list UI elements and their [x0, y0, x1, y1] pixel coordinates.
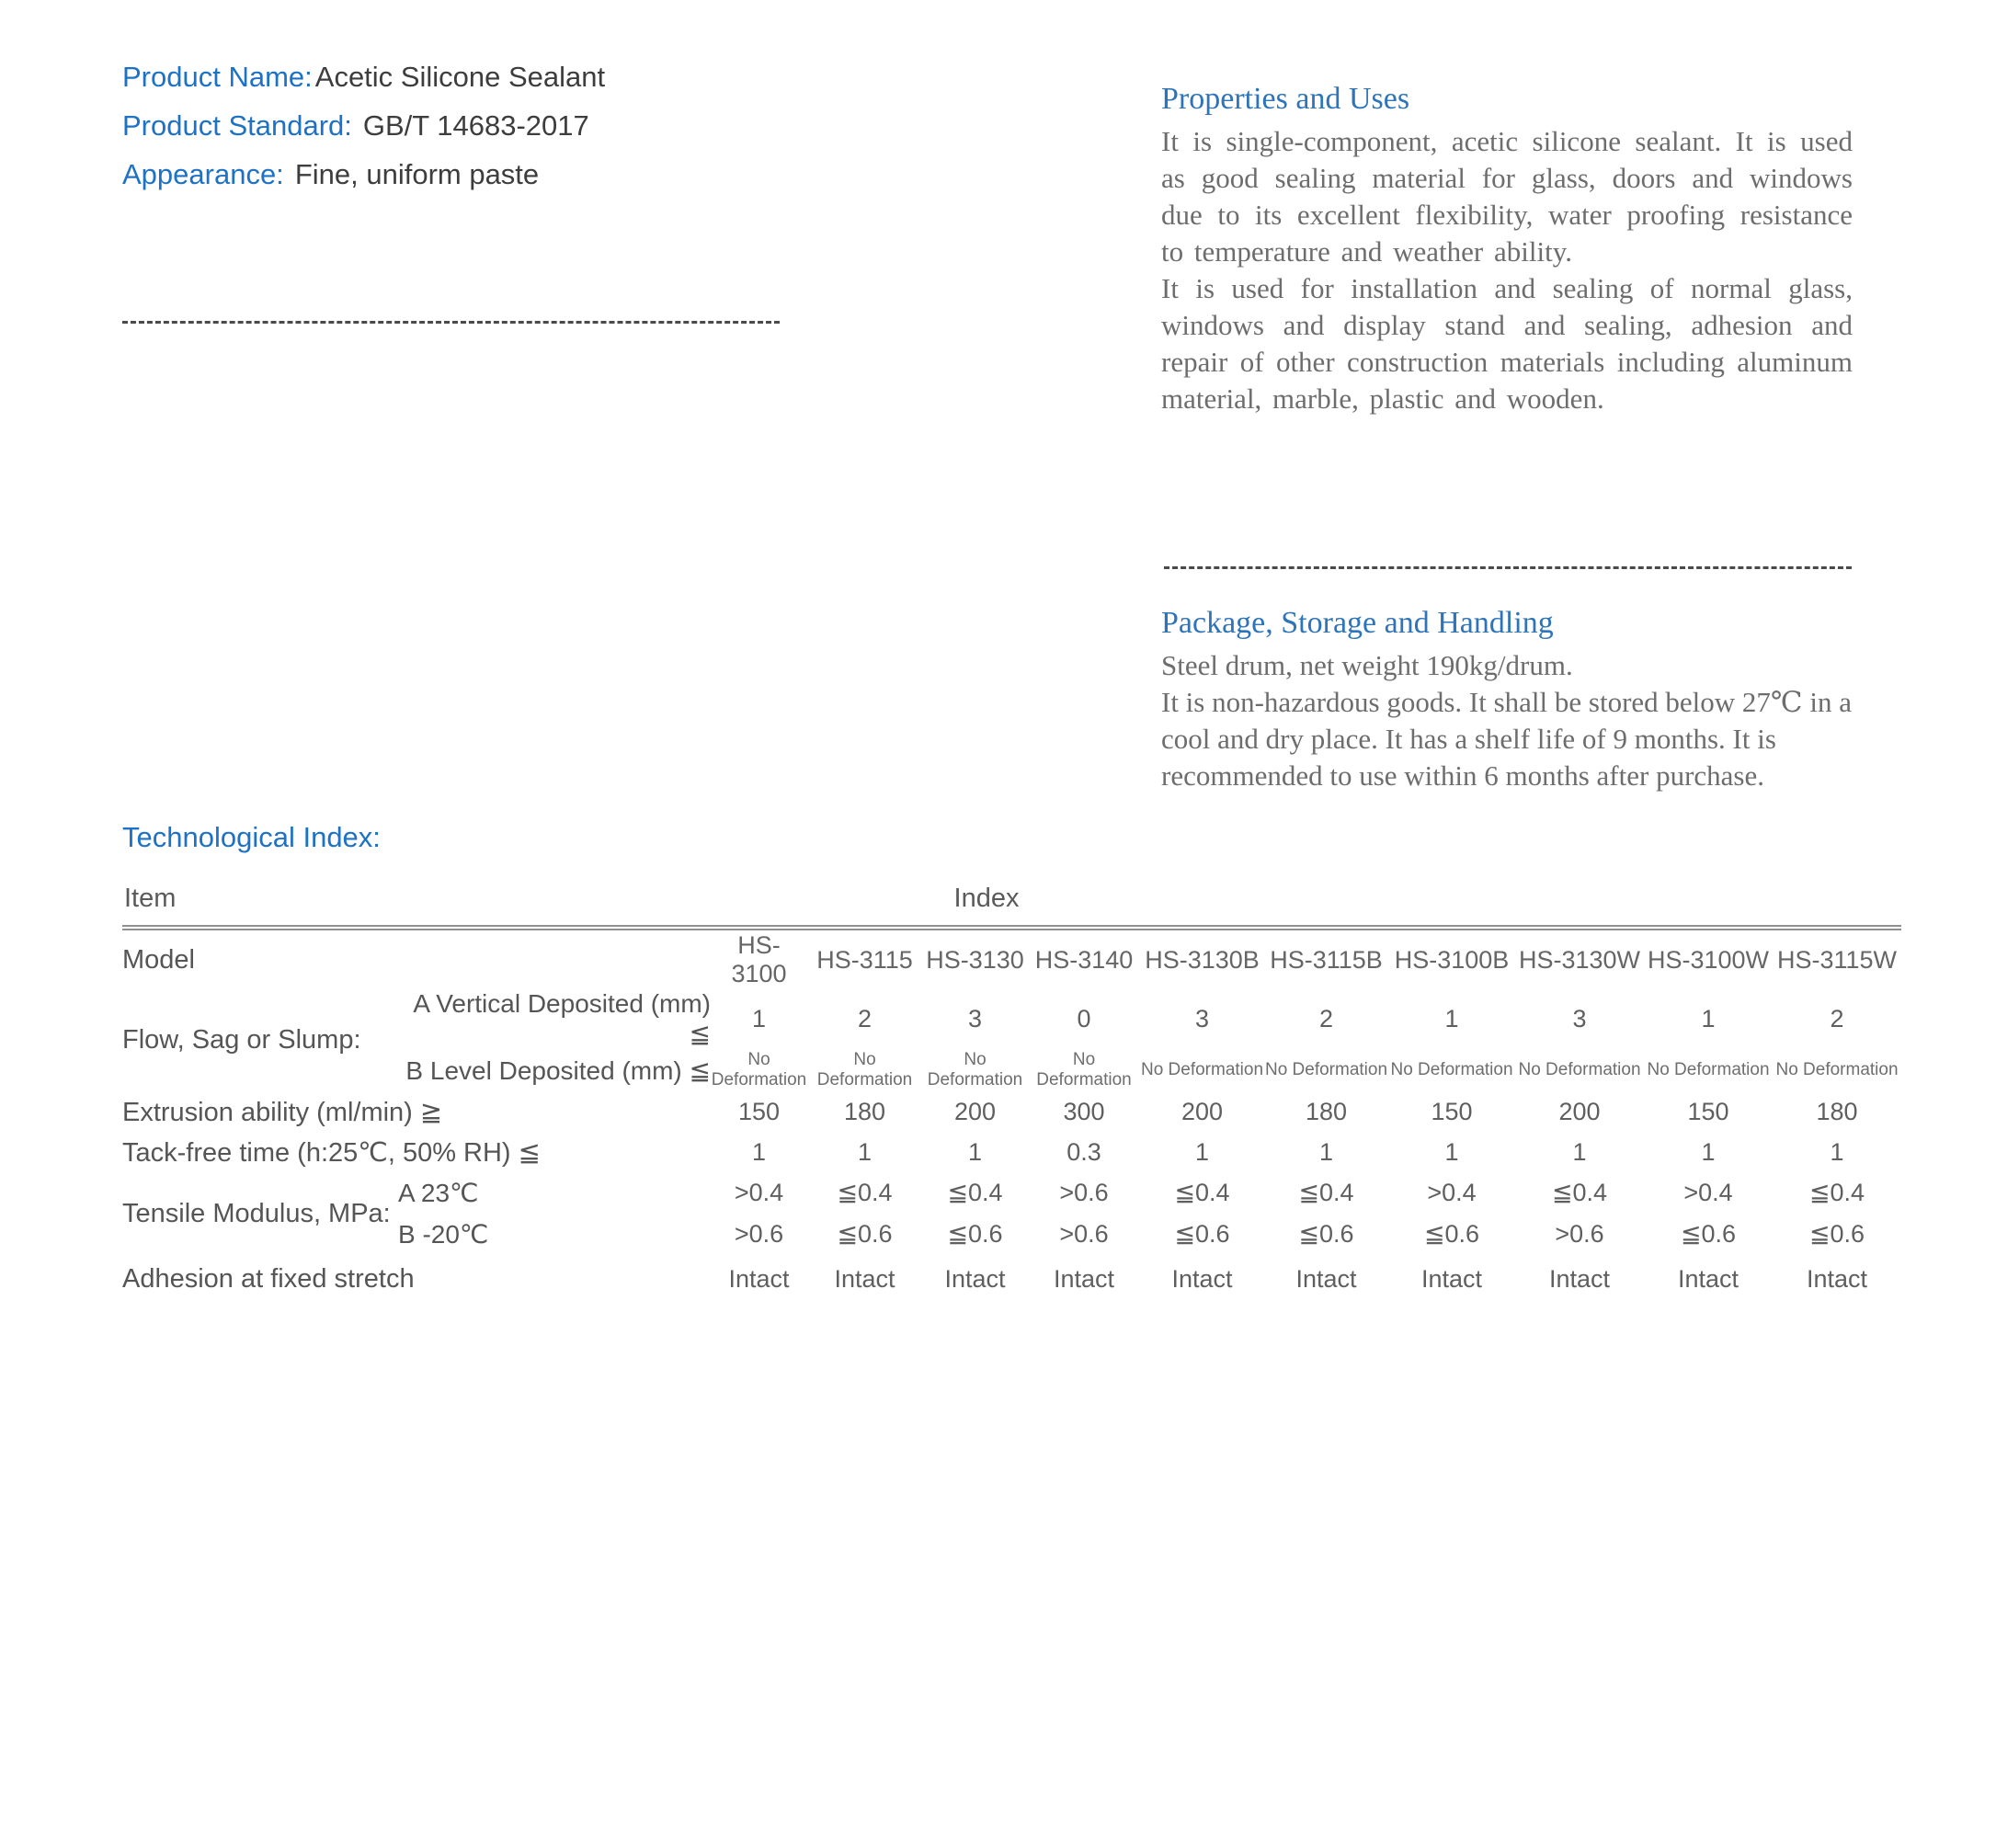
tech-index-table — [122, 870, 1901, 1303]
table-cell: ≦0.6 — [1298, 1219, 1354, 1248]
model-name: HS-3130W — [1518, 945, 1641, 974]
product-standard-label: Product Standard: — [122, 109, 352, 142]
table-cell: 200 — [1180, 1097, 1224, 1125]
table-cell: 180 — [1816, 1097, 1858, 1125]
tack-free-row — [122, 1132, 1901, 1172]
table-cell: ≦0.6 — [1680, 1219, 1737, 1248]
table-cell: ≦0.6 — [837, 1219, 893, 1248]
table-cell: Intact — [944, 1264, 1006, 1293]
table-cell: 0.3 — [1066, 1137, 1101, 1166]
table-cell: >0.4 — [1427, 1178, 1477, 1206]
table-cell: No Deformation — [816, 1050, 913, 1089]
table-cell: 150 — [1687, 1097, 1729, 1125]
table-cell: ≦0.4 — [1298, 1178, 1354, 1206]
model-name: HS-3100B — [1394, 945, 1510, 974]
table-cell: 2 — [1830, 1005, 1844, 1032]
index-header: Index — [953, 884, 1020, 913]
package-storage-title: Package, Storage and Handling — [1161, 606, 1554, 640]
tensile-23c-row — [122, 1172, 1901, 1213]
table-cell: 150 — [1431, 1097, 1473, 1125]
product-standard-value: GB/T 14683-2017 — [362, 109, 589, 142]
table-cell: No Deformation — [711, 1050, 807, 1089]
table-cell: Intact — [1295, 1264, 1357, 1293]
table-cell: Intact — [1053, 1264, 1115, 1293]
table-cell: 1 — [1701, 1005, 1716, 1032]
package-paragraph-2: It is non-hazardous goods. It shall be stored below 27℃ in a cool and dry place. It has a shelf life of 9 months. It is recommended to use within 6 months after purchase. — [1161, 686, 1852, 792]
model-name: HS-3115W — [1776, 945, 1898, 974]
properties-paragraph-1: It is single-component, acetic silicone sealant. It is used as good sealing material for glass, doors and windows due to its excellent flexibility, water proofing resistance to temperature and weather ability. — [1161, 125, 1853, 268]
flow-slump-label: Flow, Sag or Slump: — [122, 1025, 361, 1055]
table-cell: 1 — [1444, 1005, 1459, 1032]
table-cell: 200 — [1558, 1097, 1601, 1125]
appearance-label: Appearance: — [122, 158, 284, 190]
table-cell: 2 — [857, 1005, 873, 1032]
item-header: Item — [124, 884, 177, 913]
table-cell: No Deformation — [1140, 1060, 1264, 1079]
table-cell: 1 — [1572, 1137, 1587, 1166]
table-cell: 3 — [967, 1005, 983, 1032]
package-paragraph-1: Steel drum, net weight 190kg/drum. — [1161, 649, 1573, 681]
extrusion-label: Extrusion ability (ml/min) ≧ — [122, 1097, 443, 1127]
table-cell: >0.6 — [1059, 1219, 1109, 1248]
model-name: HS-3115B — [1270, 945, 1383, 974]
adhesion-label: Adhesion at fixed stretch — [122, 1263, 415, 1294]
table-cell: 1 — [751, 1137, 767, 1166]
table-cell: 150 — [737, 1097, 781, 1125]
table-cell: 180 — [843, 1097, 886, 1125]
table-cell: ≦0.6 — [947, 1219, 1003, 1248]
table-cell: 3 — [1194, 1005, 1210, 1032]
tensile-modulus-label: Tensile Modulus, MPa: — [122, 1198, 391, 1228]
properties-paragraph-2: It is used for installation and sealing of normal glass, windows and display stand and sealing, adhesion and repair of other construction materials including aluminum material, marble, plastic and wooden. — [1161, 272, 1853, 415]
model-name: HS-3130 — [926, 945, 1024, 974]
model-name: HS-3100 — [731, 931, 787, 987]
table-cell: >0.4 — [734, 1178, 784, 1206]
table-cell: ≦0.4 — [837, 1178, 893, 1206]
table-cell: ≦0.4 — [947, 1178, 1003, 1206]
appearance-value: Fine, uniform paste — [294, 158, 540, 190]
table-cell: 200 — [953, 1097, 997, 1125]
model-name: HS-3140 — [1034, 945, 1134, 974]
table-cell: ≦0.6 — [1423, 1219, 1480, 1248]
product-name-value: Acetic Silicone Sealant — [314, 61, 606, 93]
table-cell: 1 — [1318, 1137, 1334, 1166]
table-cell: Intact — [728, 1264, 790, 1293]
table-cell: 1 — [1701, 1137, 1716, 1166]
tack-free-label: Tack-free time (h:25℃, 50% RH) ≦ — [122, 1137, 541, 1168]
table-cell: 180 — [1305, 1097, 1348, 1125]
table-cell: No Deformation — [1518, 1060, 1641, 1079]
table-cell: 3 — [1572, 1005, 1587, 1032]
table-cell: No Deformation — [1264, 1060, 1388, 1079]
product-standard-row — [122, 101, 605, 150]
package-storage-section — [1161, 605, 1853, 794]
table-cell: No Deformation — [1390, 1060, 1513, 1079]
table-cell: ≦0.4 — [1551, 1178, 1608, 1206]
table-cell: Intact — [1806, 1264, 1868, 1293]
table-cell: 2 — [1318, 1005, 1334, 1032]
table-cell: 1 — [1830, 1137, 1844, 1166]
table-cell: ≦0.6 — [1174, 1219, 1230, 1248]
table-cell: No Deformation — [1775, 1060, 1899, 1079]
model-name: HS-3100W — [1647, 945, 1770, 974]
properties-and-uses-title: Properties and Uses — [1161, 82, 1410, 116]
tech-index-title: Technological Index: — [122, 821, 381, 853]
table-cell: >0.6 — [734, 1219, 784, 1248]
table-cell: 0 — [1077, 1005, 1091, 1032]
table-cell: 1 — [751, 1005, 767, 1032]
right-dashed-divider — [1164, 566, 1852, 569]
table-cell: No Deformation — [927, 1050, 1023, 1089]
flow-level-label: B Level Deposited (mm) ≦ — [405, 1055, 711, 1085]
flow-vertical-row — [122, 989, 1901, 1049]
product-info — [122, 52, 605, 199]
appearance-row — [122, 150, 605, 199]
product-name-label: Product Name: — [122, 61, 313, 93]
left-dashed-divider — [122, 321, 780, 324]
table-cell: >0.4 — [1683, 1178, 1733, 1206]
model-label: Model — [122, 944, 195, 975]
table-cell: 300 — [1063, 1097, 1105, 1125]
properties-and-uses-section — [1161, 81, 1853, 417]
table-cell: 1 — [967, 1137, 983, 1166]
tensile-minus20c-label: B -20℃ — [398, 1219, 489, 1249]
table-cell: ≦0.6 — [1808, 1219, 1865, 1248]
table-cell: Intact — [1171, 1264, 1233, 1293]
table-cell: No Deformation — [1036, 1050, 1132, 1089]
table-cell: 1 — [1194, 1137, 1210, 1166]
table-cell: Intact — [834, 1264, 895, 1293]
model-name: HS-3130B — [1145, 945, 1260, 974]
product-name-row — [122, 52, 605, 101]
table-cell: >0.6 — [1059, 1178, 1109, 1206]
adhesion-row — [122, 1255, 1901, 1303]
table-cell: No Deformation — [1647, 1060, 1770, 1079]
model-name: HS-3115 — [816, 945, 913, 974]
table-cell: ≦0.4 — [1808, 1178, 1865, 1206]
tensile-23c-label: A 23℃ — [398, 1178, 479, 1207]
table-cell: 1 — [857, 1137, 873, 1166]
table-cell: Intact — [1548, 1264, 1611, 1293]
table-header-row — [122, 870, 1901, 928]
model-row — [122, 928, 1901, 989]
table-cell: ≦0.4 — [1174, 1178, 1230, 1206]
table-cell: 1 — [1444, 1137, 1459, 1166]
flow-vertical-label: A Vertical Deposited (mm) ≦ — [413, 989, 711, 1048]
table-cell: >0.6 — [1555, 1219, 1604, 1248]
table-cell: Intact — [1677, 1264, 1739, 1293]
table-cell: Intact — [1420, 1264, 1483, 1293]
extrusion-row — [122, 1091, 1901, 1132]
